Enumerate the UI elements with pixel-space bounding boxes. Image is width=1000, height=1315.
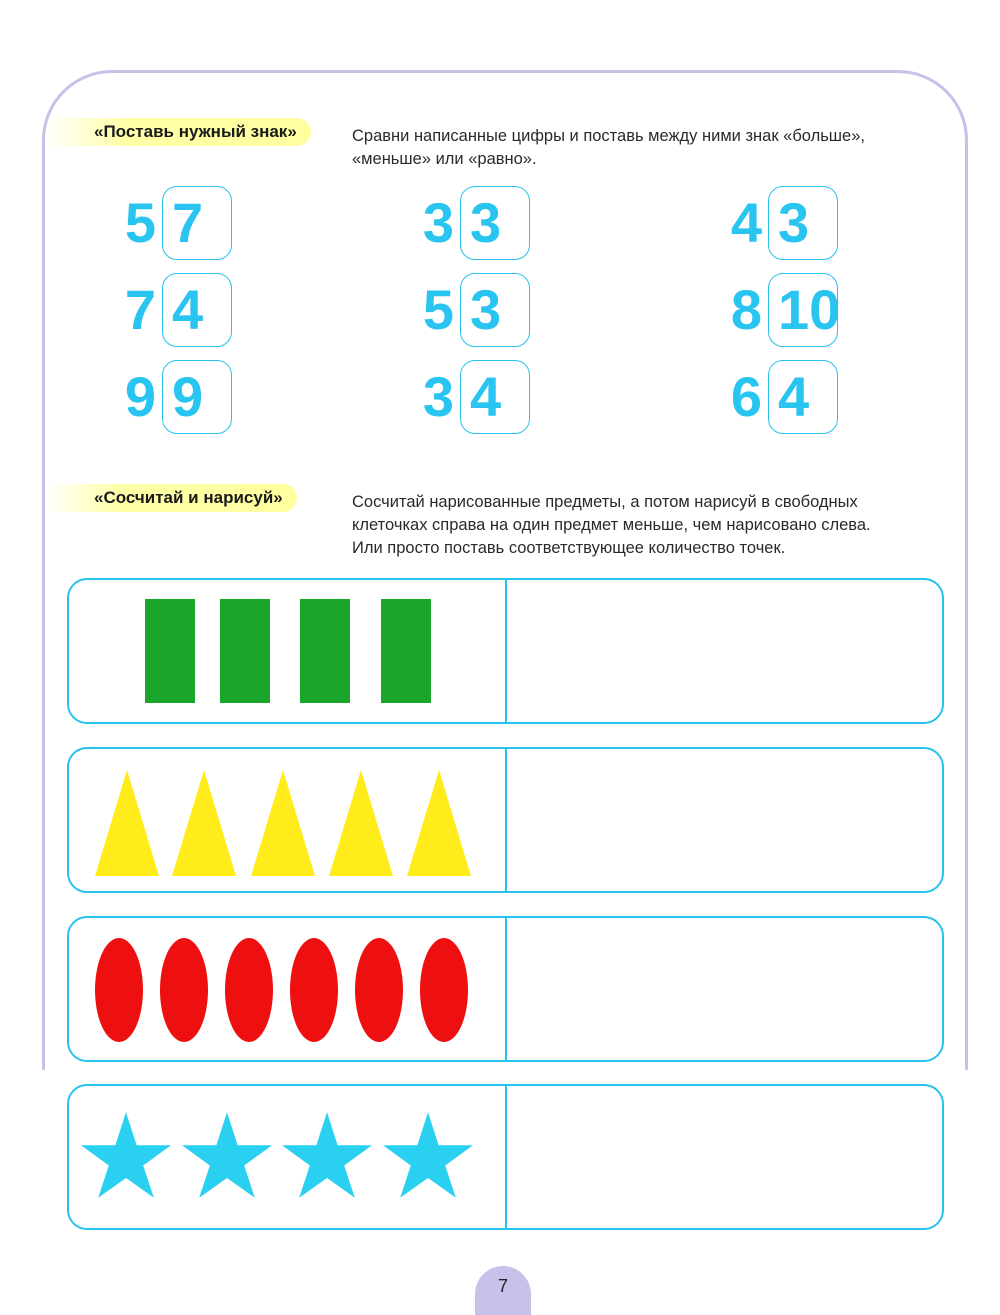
count-row-ovals — [67, 916, 944, 1062]
instruction-line: клеточках справа на один предмет меньше, чем нарисовано слева. — [352, 516, 871, 534]
row-divider — [505, 918, 507, 1060]
green-rectangle — [220, 599, 270, 703]
left-number: 3 — [422, 191, 454, 254]
instructions-count — [352, 491, 952, 560]
red-oval — [225, 938, 273, 1042]
instruction-line: Сосчитай нарисованные предметы, а потом нарисуй в свободных — [352, 493, 858, 511]
red-oval — [420, 938, 468, 1042]
right-number: 10 — [778, 278, 841, 341]
yellow-triangle — [251, 770, 315, 876]
right-number: 3 — [470, 191, 502, 254]
blue-star-icon — [81, 1112, 171, 1198]
instruction-line: Или просто поставь соответствующее количество точек. — [352, 539, 786, 557]
right-number: 3 — [470, 278, 502, 341]
section-tag-compare: «Поставь нужный знак» — [44, 118, 311, 146]
yellow-triangle — [172, 770, 236, 876]
instructions-compare — [352, 125, 952, 171]
left-number: 9 — [124, 365, 156, 428]
red-oval — [355, 938, 403, 1042]
row-divider — [505, 749, 507, 891]
row-divider — [505, 1086, 507, 1228]
right-number: 4 — [470, 365, 502, 428]
left-number: 6 — [730, 365, 762, 428]
right-number: 4 — [778, 365, 810, 428]
red-oval — [290, 938, 338, 1042]
right-number: 7 — [172, 191, 204, 254]
blue-star-icon — [383, 1112, 473, 1198]
green-rectangle — [145, 599, 195, 703]
right-number: 4 — [172, 278, 204, 341]
left-number: 5 — [422, 278, 454, 341]
red-oval — [160, 938, 208, 1042]
yellow-triangle — [329, 770, 393, 876]
right-number: 3 — [778, 191, 810, 254]
instruction-line: Сравни написанные цифры и поставь между ними знак «больше», — [352, 127, 865, 145]
red-oval — [95, 938, 143, 1042]
count-row-triangles — [67, 747, 944, 893]
blue-star-icon — [182, 1112, 272, 1198]
page-number: 7 — [475, 1266, 531, 1315]
right-number: 9 — [172, 365, 204, 428]
section-tag-count: «Сосчитай и нарисуй» — [44, 484, 297, 512]
yellow-triangle — [407, 770, 471, 876]
green-rectangle — [300, 599, 350, 703]
left-number: 8 — [730, 278, 762, 341]
left-number: 4 — [730, 191, 762, 254]
count-row-stars — [67, 1084, 944, 1230]
blue-star-icon — [282, 1112, 372, 1198]
instruction-line: «меньше» или «равно». — [352, 150, 537, 168]
count-row-rectangles — [67, 578, 944, 724]
row-divider — [505, 580, 507, 722]
left-number: 3 — [422, 365, 454, 428]
yellow-triangle — [95, 770, 159, 876]
left-number: 5 — [124, 191, 156, 254]
green-rectangle — [381, 599, 431, 703]
left-number: 7 — [124, 278, 156, 341]
